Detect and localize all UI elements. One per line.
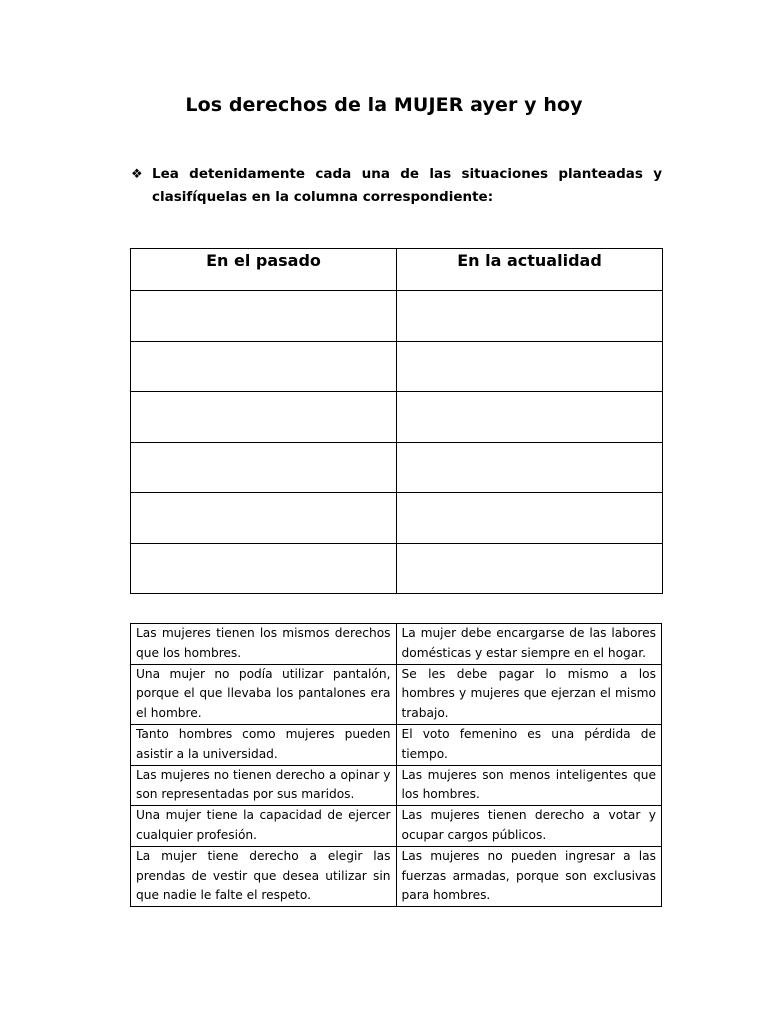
statement-cell: Una mujer no podía utilizar pantalón, porque el que llevaba los pantalones era el hombre.: [131, 664, 397, 724]
statement-row: [131, 724, 662, 765]
column-header-present: En la actualidad: [397, 249, 663, 291]
answer-cell-past[interactable]: [131, 291, 397, 342]
answer-row: [131, 291, 663, 342]
answer-cell-present[interactable]: [397, 291, 663, 342]
answer-row: [131, 543, 663, 594]
statement-cell: Tanto hombres como mujeres pueden asistir a la universidad.: [131, 724, 397, 765]
page-title: Los derechos de la MUJER ayer y hoy: [185, 94, 583, 116]
answer-cell-present[interactable]: [397, 493, 663, 544]
statement-cell: Las mujeres no tienen derecho a opinar y son representadas por sus maridos.: [131, 765, 397, 806]
instruction-text: Lea detenidamente cada una de las situaciones planteadas y clasifíquelas en la columna correspondiente:: [152, 166, 662, 205]
answer-row: [131, 442, 663, 493]
answer-row: [131, 493, 663, 544]
diamond-bullet-icon: ❖: [131, 167, 143, 182]
answer-row: [131, 341, 663, 392]
answer-cell-past[interactable]: [131, 543, 397, 594]
instruction: [131, 163, 662, 209]
statement-cell: Las mujeres son menos inteligentes que los hombres.: [396, 765, 662, 806]
answer-cell-present[interactable]: [397, 341, 663, 392]
statement-row: [131, 765, 662, 806]
statement-cell: El voto femenino es una pérdida de tiempo.: [396, 724, 662, 765]
answer-cell-present[interactable]: [397, 442, 663, 493]
statement-row: [131, 846, 662, 906]
answer-cell-past[interactable]: [131, 442, 397, 493]
statement-cell: Una mujer tiene la capacidad de ejercer cualquier profesión.: [131, 806, 397, 847]
statement-cell: Se les debe pagar lo mismo a los hombres y mujeres que ejerzan el mismo trabajo.: [396, 664, 662, 724]
statement-cell: Las mujeres no pueden ingresar a las fuerzas armadas, porque son exclusivas para hombres.: [396, 846, 662, 906]
answer-cell-past[interactable]: [131, 493, 397, 544]
statement-cell: Las mujeres tienen los mismos derechos que los hombres.: [131, 624, 397, 665]
statement-cell: Las mujeres tienen derecho a votar y ocupar cargos públicos.: [396, 806, 662, 847]
answer-cell-present[interactable]: [397, 392, 663, 443]
classification-table: [130, 248, 663, 594]
statement-row: [131, 664, 662, 724]
classification-header-row: [131, 249, 663, 291]
answer-cell-past[interactable]: [131, 392, 397, 443]
statement-row: [131, 624, 662, 665]
statement-cell: La mujer debe encargarse de las labores domésticas y estar siempre en el hogar.: [396, 624, 662, 665]
answer-cell-present[interactable]: [397, 543, 663, 594]
statements-table: [130, 623, 662, 907]
column-header-past: En el pasado: [131, 249, 397, 291]
answer-row: [131, 392, 663, 443]
statement-row: [131, 806, 662, 847]
statement-cell: La mujer tiene derecho a elegir las prendas de vestir que desea utilizar sin que nadie le falte el respeto.: [131, 846, 397, 906]
answer-cell-past[interactable]: [131, 341, 397, 392]
